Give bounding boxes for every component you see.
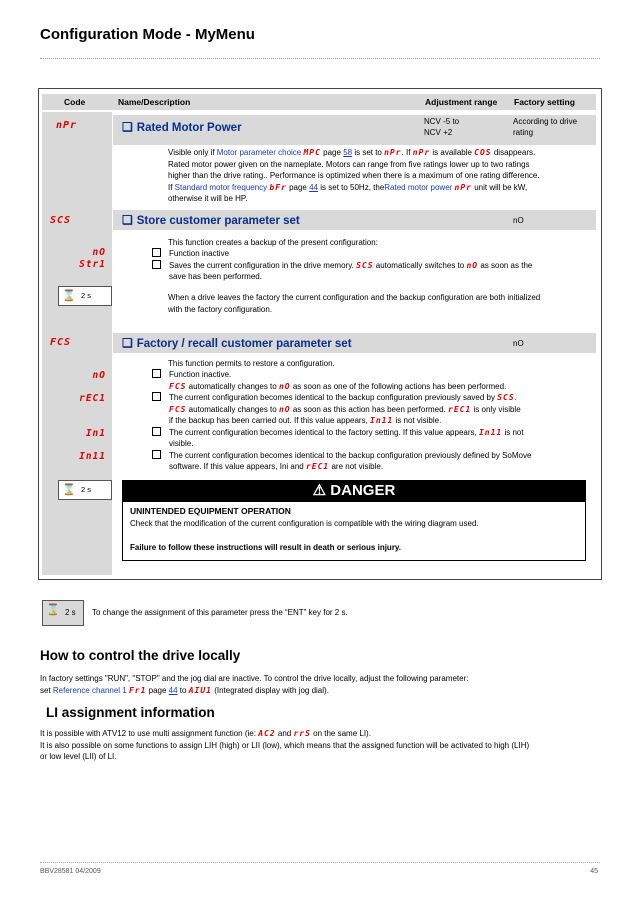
note-hold-label: 2 s [65,608,76,617]
parameter-code: FCS [169,404,187,414]
page-link[interactable]: 44 [309,182,319,192]
danger-text: Check that the modification of the current configuration is compatible with the wiring diagram used. [130,519,479,528]
fcs-name: Factory / recall customer parameter set [136,338,352,350]
fcs-hold-indicator [58,480,112,500]
npr-factory [513,116,577,138]
li-assignment-line: It is also possible on some functions to assign LIH (high) or LII (low), which means that the assigned function will be activated to high (LIH) [40,740,530,750]
npr-description [168,147,593,205]
scs-code: SCS [50,215,72,226]
scs-factory: nO [513,216,524,225]
option-line [152,381,592,393]
checkbox-icon [152,392,161,401]
footer-divider [40,862,600,863]
text-run: Function inactive [169,249,230,258]
npr-range-line: NCV +2 [424,128,453,137]
scs-name: Store customer parameter set [136,215,300,227]
text-run: as soon as the [478,260,533,270]
local-control-heading: How to control the drive locally [40,648,241,663]
npr-factory-line: According to drive [513,117,578,126]
npr-range-line: NCV -5 to [424,117,460,126]
text-run: to [177,685,189,695]
li-assignment-heading: LI assignment information [46,705,215,720]
local-control-text [40,673,605,696]
parameter-code: SCS [497,393,515,402]
header-factory: Factory setting [514,97,575,107]
hourglass-icon: ⌛ [46,604,60,616]
checkbox-icon: ❑ [122,120,133,134]
li-assignment-text [40,728,605,763]
scs-subcode: Str1 [79,259,106,270]
option-line [152,415,592,427]
text-run: page [146,685,169,695]
danger-title: DANGER [330,482,396,499]
parameter-code: Fr1 [128,685,147,695]
text-run: If [168,182,175,192]
footer-page-number: 45 [590,868,598,875]
parameter-code: nPr [454,182,472,192]
parameter-code: In11 [478,427,503,437]
option-line [152,271,592,283]
scs-subcode: nO [92,247,106,258]
text-run: software. If this value appears, Ini and [169,462,306,471]
fcs-title [122,336,352,350]
page-link[interactable]: 44 [168,685,178,695]
text-run: is only visible [471,404,521,414]
option-line [152,461,592,473]
scs-note-line: with the factory configuration. [168,304,273,314]
parameter-code: nO [278,404,291,414]
fcs-options [152,369,592,473]
text-run: disappears. [491,148,536,157]
parameter-link[interactable]: Standard motor frequency [174,182,268,192]
checkbox-icon: ❑ [122,213,133,227]
scs-options [152,248,592,283]
scs-note [168,292,593,315]
header-name: Name/Description [118,97,191,107]
checkbox-icon [152,260,161,269]
text-run: as soon as one of the following actions has been performed. [290,381,507,391]
checkbox-icon [152,369,161,378]
fcs-factory: nO [513,339,524,348]
text-run: visible. [169,439,194,448]
page-title: Configuration Mode - MyMenu [40,26,255,43]
page-link[interactable]: 58 [343,148,353,157]
text-run: Visible only if [168,148,217,157]
text-run: unit will be kW, [472,182,528,192]
text-run: automatically switches to [373,260,467,270]
description-line [168,159,593,171]
text-run: Rated motor power given on the nameplate. Motors can range from five ratings lower up to two ratings [168,159,530,169]
scs-intro: This function creates a backup of the present configuration: [168,238,378,247]
npr-range [424,116,459,138]
npr-code: nPr [56,120,78,131]
parameter-code: MPC [303,148,321,157]
danger-warning: Failure to follow these instructions will result in death or serious injury. [130,543,402,552]
header-range: Adjustment range [425,97,498,107]
text-run: is not [502,427,524,437]
option-line [152,369,592,381]
fcs-subcode: rEC1 [79,393,106,404]
text-run: automatically changes to [186,404,279,414]
parameter-code: FCS [169,381,187,391]
fcs-subcode: nO [92,370,106,381]
npr-name: Rated Motor Power [136,122,242,134]
parameter-code: rEC1 [305,462,330,471]
hourglass-icon: ⌛ [62,290,76,302]
option-line [152,450,592,462]
local-control-line: In factory settings "RUN", "STOP" and the jog dial are inactive. To control the drive locally, adjust the following parameter: [40,674,469,683]
title-divider [40,58,600,59]
text-run: Function inactive. [169,370,232,379]
text-run: page [320,148,344,157]
parameter-code: AC2 [258,729,276,738]
text-run: if the backup has been carried out. If this value appears, [169,416,371,425]
parameter-code: COS [474,148,492,157]
scs-hold-label: 2 s [81,291,92,300]
scs-hold-indicator [58,286,112,306]
text-run: is available [430,148,475,157]
description-line [168,147,593,159]
parameter-code: rrS [293,729,311,738]
fcs-hold-label: 2 s [81,485,92,494]
text-run: The current configuration becomes identical to the factory setting. If this value appears, [169,427,479,437]
option-line [152,427,592,439]
header-code: Code [64,97,86,107]
description-line [168,170,593,182]
parameter-code: nPr [412,148,431,157]
fcs-code: FCS [50,337,72,348]
text-run: page [286,182,310,192]
parameter-link[interactable]: Reference channel 1 [52,685,127,695]
li-assignment-line: or low level (LII) of LI. [40,752,117,761]
fcs-intro: This function permits to restore a configuration. [168,359,335,368]
parameter-code: nPr [384,148,402,157]
text-run: set [40,685,53,695]
note-text: To change the assignment of this parameter press the “ENT” key for 2 s. [92,608,348,617]
note-hold-indicator [42,600,84,626]
text-run: . If [401,148,413,157]
warning-triangle-icon: ⚠ [312,482,331,499]
text-run: and [275,729,294,738]
parameter-code: In11 [370,416,394,425]
li-assignment-line [40,728,605,740]
description-line [168,193,593,205]
npr-factory-line: rating [513,128,534,137]
text-run: is set to [352,148,385,157]
option-line [152,438,592,450]
option-line [152,404,592,416]
npr-title [122,120,242,134]
description-line [168,182,593,194]
fcs-subcode: In11 [79,451,106,462]
checkbox-icon [152,450,161,459]
hourglass-icon: ⌛ [62,484,76,496]
local-control-line [40,685,605,697]
fcs-subcode: In1 [85,428,106,439]
text-run: . [514,393,517,402]
option-line [152,260,592,272]
text-run: The current configuration becomes identical to the backup configuration previously defined by SoMove [169,450,532,460]
parameter-code: nO [278,381,291,391]
text-run: automatically changes to [186,381,279,391]
text-run: save has been performed. [169,272,262,281]
checkbox-icon: ❑ [122,336,133,350]
checkbox-icon [152,248,161,257]
text-run: higher than the drive rating.. Performance is optimized when there is a maximum of one rating difference. [168,171,540,180]
parameter-link[interactable]: Rated motor power [384,182,453,192]
text-run: is set to 50Hz, the [318,182,385,192]
text-run: as soon as this action has been performed. [290,404,449,414]
text-run: The current configuration becomes identical to the backup configuration previously saved by [169,393,498,402]
parameter-code: nO [466,260,479,270]
parameter-code: SCS [356,260,374,270]
parameter-code: AIU1 [188,685,212,695]
scs-title [122,213,300,227]
text-run: on the same LI). [310,729,371,738]
danger-heading: UNINTENDED EQUIPMENT OPERATION [130,506,291,516]
parameter-link[interactable]: Motor parameter choice [216,148,302,157]
table-header [42,94,596,110]
option-line [152,392,592,404]
scs-note-line: When a drive leaves the factory the current configuration and the backup configuration are both initialized [168,293,541,302]
parameter-code: bFr [269,182,287,192]
text-run: Saves the current configuration in the drive memory. [169,260,357,270]
text-run: is not visible. [393,416,442,425]
footer-doc-ref: BBV28581 04/2009 [40,868,101,875]
checkbox-icon [152,427,161,436]
text-run: otherwise it will be HP. [168,194,248,203]
text-run: are not visible. [329,462,384,471]
danger-banner [122,480,586,502]
option-line [152,248,592,260]
text-run: (Integrated display with jog dial). [211,685,329,695]
text-run: It is possible with ATV12 to use multi assignment function (ie: [40,729,259,738]
parameter-code: rEC1 [448,404,472,414]
